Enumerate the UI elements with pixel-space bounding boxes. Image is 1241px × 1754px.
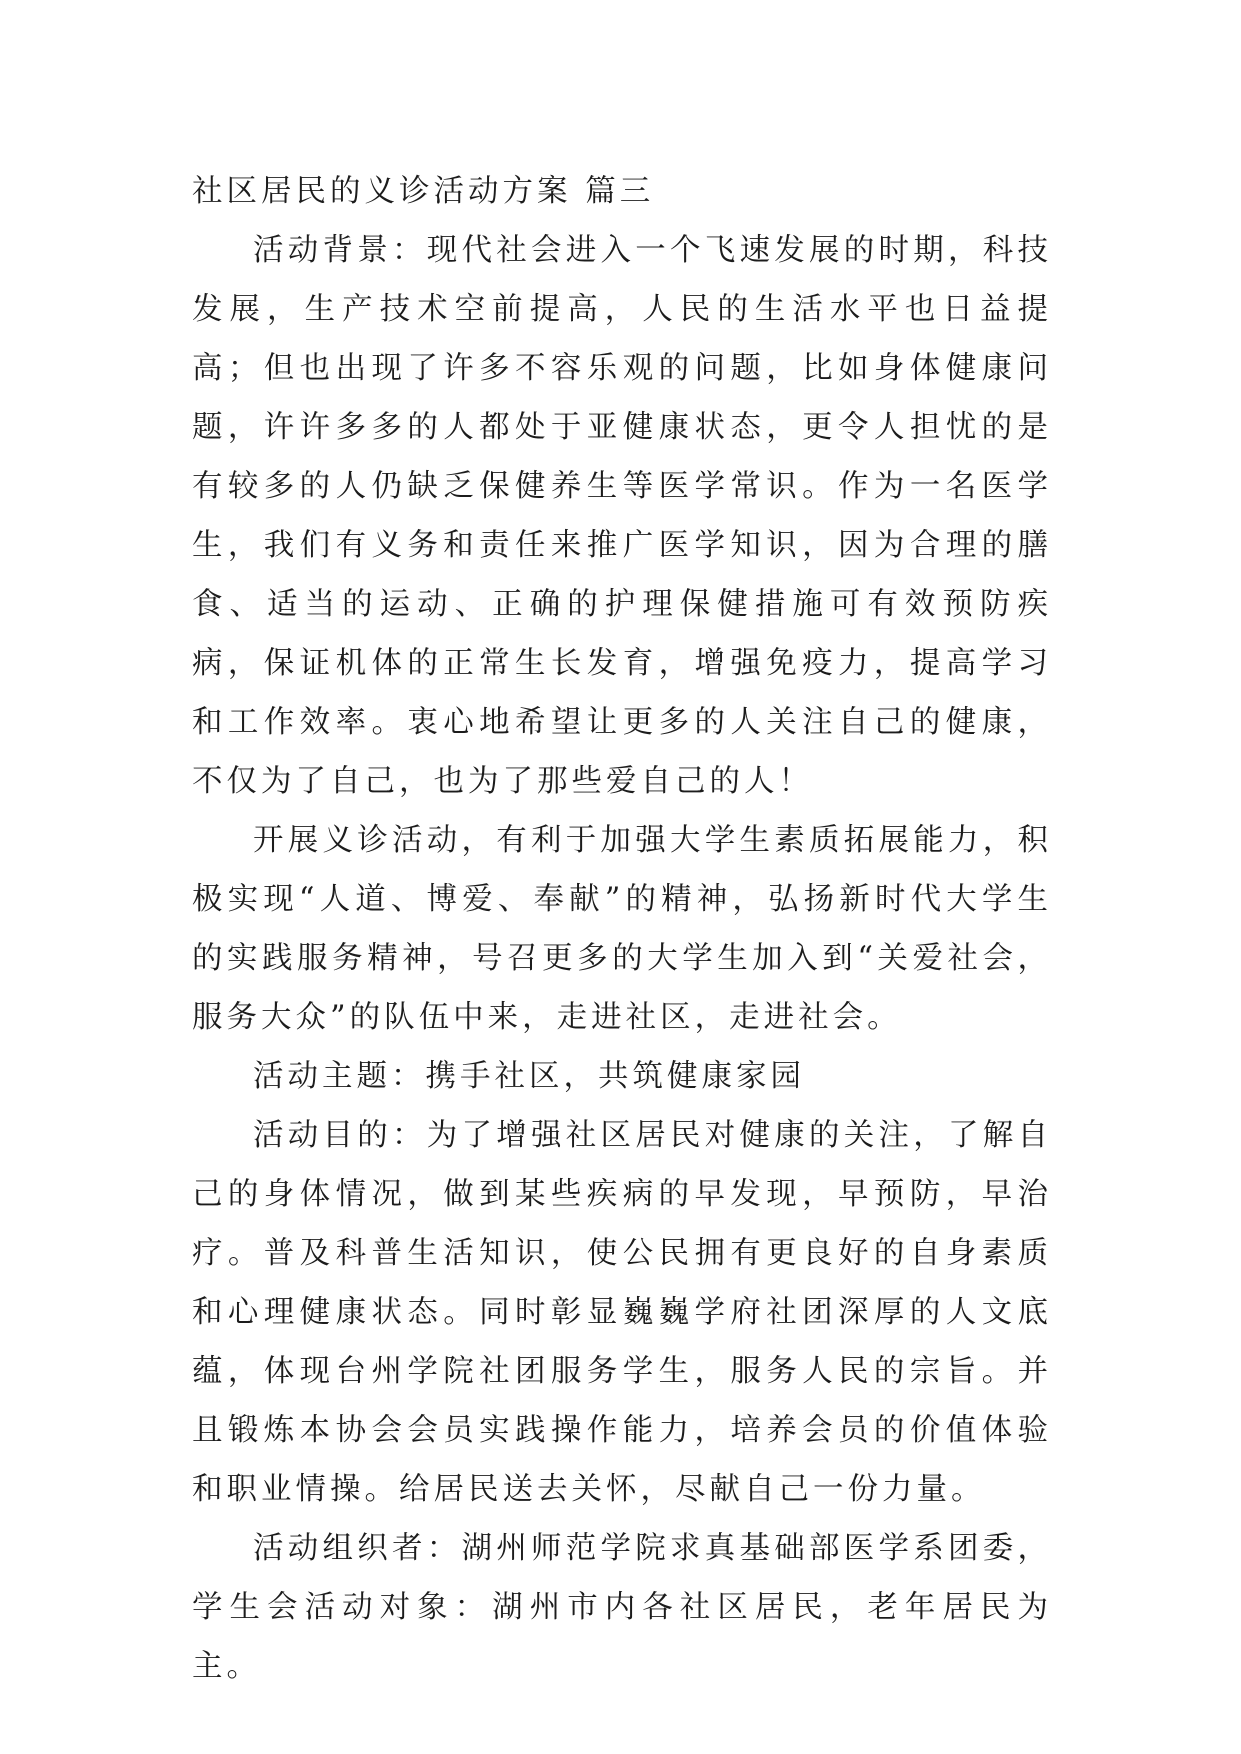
paragraph-activity-background: 活动背景：现代社会进入一个飞速发展的时期，科技发展，生产技术空前提高，人民的生活水平也日益提高；但也出现了许多不容乐观的问题，比如身体健康问题，许许多多的人都处于亚健康状态，更令人担忧的是有较多的人仍缺乏保健养生等医学常识。作为一名医学生，我们有义务和责任来推广医学知识，因为合理的膳食、适当的运动、正确的护理保健措施可有效预防疾病，保证机体的正常生长发育，增强免疫力，提高学习和工作效率。衷心地希望让更多的人关注自己的健康，不仅为了自己，也为了那些爱自己的人！	[192, 233, 1052, 799]
paragraph-clinic-significance: 开展义诊活动，有利于加强大学生素质拓展能力，积极实现“人道、博爱、奉献”的精神，弘扬新时代大学生的实践服务精神，号召更多的大学生加入到“关爱社会，服务大众”的队伍中来，走进社区，走进社会。	[192, 823, 1052, 1035]
paragraph-activity-theme: 活动主题：携手社区，共筑健康家园	[253, 1059, 805, 1094]
paragraph-activity-purpose: 活动目的：为了增强社区居民对健康的关注，了解自己的身体情况，做到某些疾病的早发现，早预防，早治疗。普及科普生活知识，使公民拥有更良好的自身素质和心理健康状态。同时彰显巍巍学府社团深厚的人文底蕴，体现台州学院社团服务学生，服务人民的宗旨。并且锻炼本协会会员实践操作能力，培养会员的价值体验和职业情操。给居民送去关怀，尽献自己一份力量。	[192, 1118, 1052, 1507]
document-body	[192, 162, 1052, 1696]
paragraph-activity-organizer: 活动组织者：湖州师范学院求真基础部医学系团委，学生会活动对象：湖州市内各社区居民，老年居民为主。	[192, 1531, 1052, 1684]
document-title: 社区居民的义诊活动方案 篇三	[192, 174, 655, 209]
